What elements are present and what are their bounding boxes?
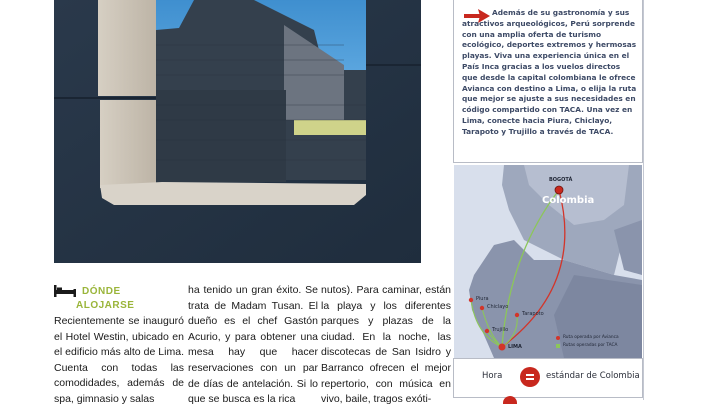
tarapoto-marker xyxy=(515,313,519,317)
piura-marker xyxy=(469,298,473,302)
route-map xyxy=(454,165,642,358)
city-label-bogota: BOGOTÁ xyxy=(549,177,573,183)
city-label-tarapoto: Tarapoto xyxy=(522,311,544,317)
next-section-icon xyxy=(503,396,517,404)
equals-icon xyxy=(520,367,540,387)
city-label-piura: Piura xyxy=(476,296,489,302)
section-heading xyxy=(54,285,184,315)
country-label: Colombia xyxy=(542,195,595,206)
article-column-1: Recientemente se inauguró el Hotel Westin, ubicado en el edificio más alto de Lima. Cuenta con todas las comodidades, además de spa, gimnasio y salas xyxy=(54,315,184,405)
bed-icon xyxy=(54,285,76,297)
trujillo-marker xyxy=(485,329,489,333)
sidebar-infobox xyxy=(453,0,643,400)
legend-taca: Rutas operadas por TACA xyxy=(563,343,618,348)
city-label-lima: LIMA xyxy=(508,344,522,350)
section-title: DÓNDE ALOJARSE xyxy=(76,286,135,311)
legend-avianca: Ruta operada por Avianca xyxy=(563,335,619,340)
time-label: Hora xyxy=(482,371,503,381)
lima-marker xyxy=(499,344,506,351)
time-description: estándar de Colombia xyxy=(546,371,640,381)
article-column-3: nutos). Para caminar, están la playa y los diferentes parques y plazas de la ciudad. En la noche, las discotecas de San Isidro y Barranco ofrecen el mejor repertorio, con música en vivo, baile, tragos exóti- xyxy=(321,284,451,406)
city-label-chiclayo: Chiclayo xyxy=(487,304,509,310)
legend-avianca-marker xyxy=(556,336,560,340)
article-column-2: ha tenido un gran éxito. Se trata de Madam Tusan. El dueño es el chef Gastón Acurio, y para obtener una mesa hay que hacer reservaciones con un par de días de antelación. Si lo que se busca es la rica xyxy=(188,284,318,406)
info-paragraph: Además de su gastronomía y sus atractivos arqueológicos, Perú sorprende con una amplia oferta de turismo ecológico, deportes extremos y hermosas playas. Viva una experiencia única en el País Inca gracias a los vuelos directos que desde la capital colombiana le ofrece Avianca con destino a Lima, o elija la ruta que mejor se ajuste a sus necesidades en código compartido con TACA. Una vez en Lima, conecte hacia Piura, Chiclayo, Tarapoto y Trujillo a través de TACA. xyxy=(462,8,637,136)
article-photo xyxy=(54,0,421,263)
chiclayo-marker xyxy=(480,306,484,310)
bogota-marker xyxy=(555,186,563,194)
info-text-box xyxy=(453,0,643,163)
time-zone-row xyxy=(453,358,643,398)
page-margin-line xyxy=(643,0,644,400)
city-label-trujillo: Trujillo xyxy=(492,327,509,333)
legend-taca-marker xyxy=(556,344,560,348)
